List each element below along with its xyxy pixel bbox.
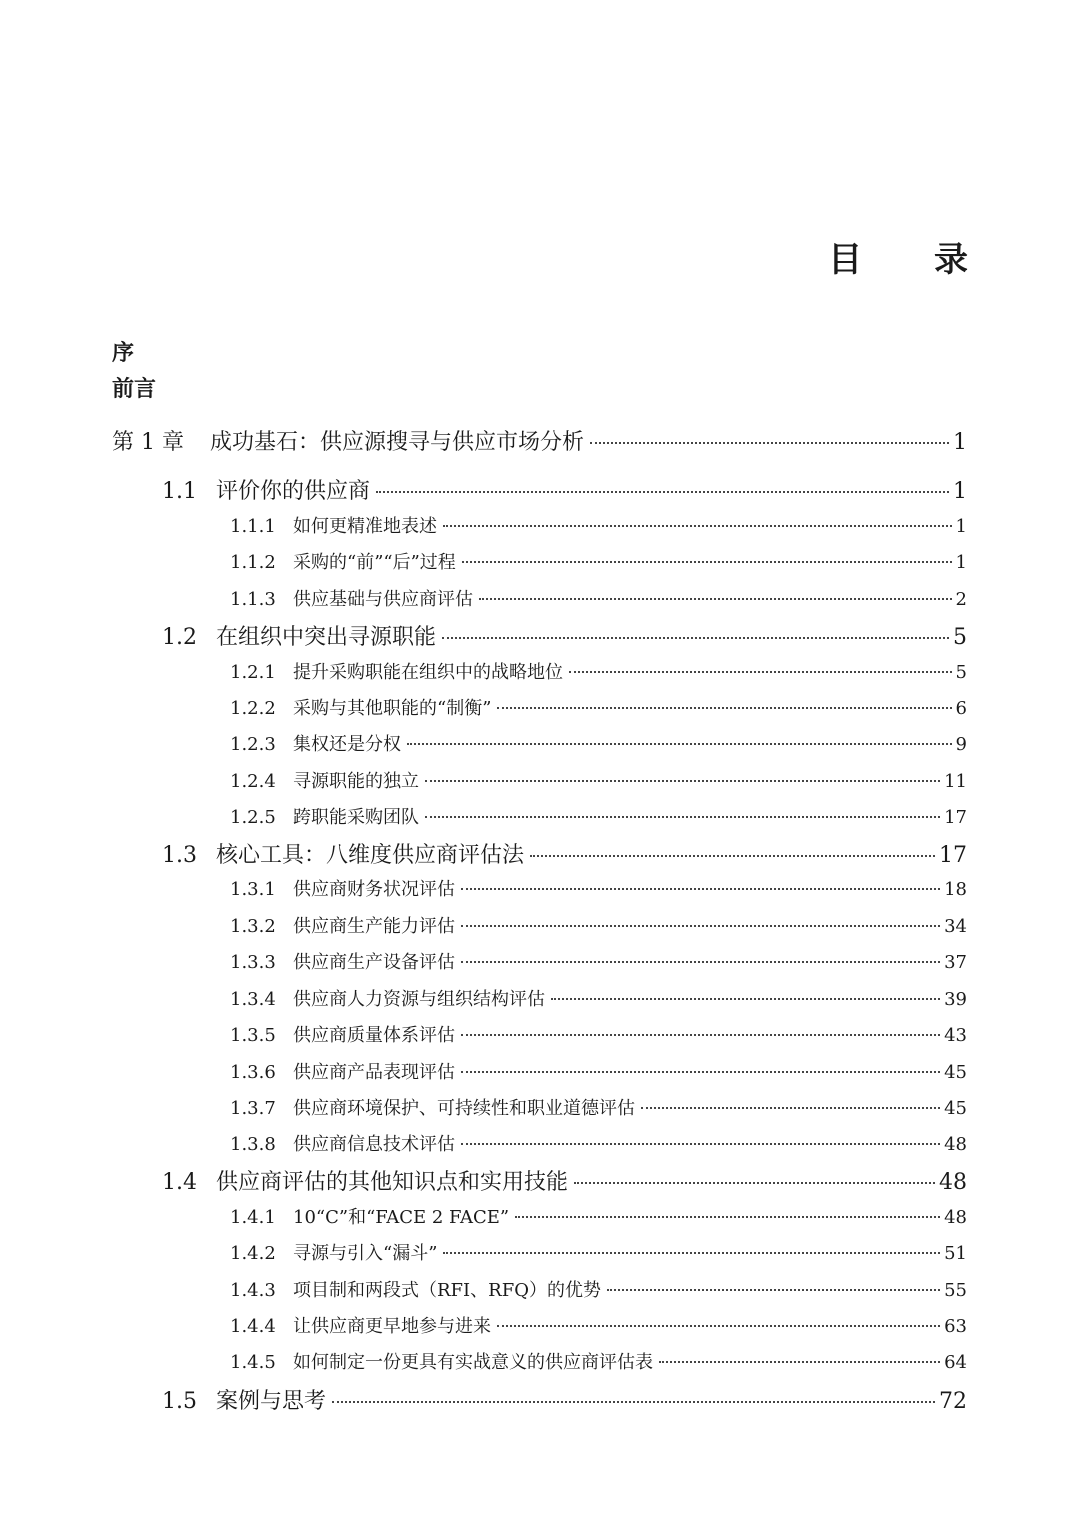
- dot-leader: [590, 442, 949, 444]
- toc-entry-page: 17: [944, 807, 967, 828]
- toc-entry-page: 45: [944, 1098, 967, 1119]
- toc-entry-page: 51: [944, 1243, 967, 1264]
- dot-leader: [332, 1401, 935, 1403]
- dot-leader: [462, 561, 952, 563]
- toc-entry-title: 如何更精准地表述: [293, 516, 437, 537]
- toc-entry-page: 63: [944, 1316, 967, 1337]
- toc-entry-page: 45: [944, 1062, 967, 1083]
- toc-entry-number: 1.3.6: [230, 1062, 276, 1083]
- toc-entry-title: 寻源职能的独立: [293, 771, 419, 792]
- toc-entry-page: 1: [953, 479, 967, 504]
- dot-leader: [530, 855, 935, 857]
- toc-entry-sub: [230, 912, 967, 938]
- toc-entry-page: 55: [944, 1280, 967, 1301]
- toc-entry-page: 72: [939, 1389, 967, 1414]
- toc-entry-number: 1.2.2: [230, 698, 276, 719]
- toc-entry-page: 17: [939, 843, 967, 868]
- toc-entry-page: 37: [944, 952, 967, 973]
- dot-leader: [461, 1071, 940, 1073]
- dot-leader: [569, 671, 952, 673]
- toc-entry-page: 5: [953, 625, 967, 650]
- toc-entry-number: 1.1: [162, 479, 197, 504]
- toc-entry-sub: [230, 1058, 967, 1084]
- dot-leader: [461, 1143, 940, 1145]
- toc-entry-title: 供应商生产能力评估: [293, 916, 455, 937]
- dot-leader: [607, 1289, 940, 1291]
- toc-entry-number: 1.2.1: [230, 662, 276, 683]
- dot-leader: [551, 998, 940, 1000]
- dot-leader: [461, 1034, 940, 1036]
- toc-entry-title: 采购与其他职能的“制衡”: [293, 698, 492, 719]
- toc-entry-title: 供应商质量体系评估: [293, 1025, 455, 1046]
- toc-entry-title: 项目制和两段式（RFI、RFQ）的优势: [293, 1280, 601, 1301]
- toc-entry-title: 如何制定一份更具有实战意义的供应商评估表: [293, 1352, 653, 1373]
- toc-entry-title: 寻源与引入“漏斗”: [293, 1243, 438, 1264]
- toc-entry-number: 1.4.3: [230, 1280, 276, 1301]
- toc-entry-sub: [230, 767, 967, 793]
- toc-entry-title: 供应商环境保护、可持续性和职业道德评估: [293, 1098, 635, 1119]
- toc-entry-page: 18: [944, 879, 967, 900]
- toc-entry-number: 1.3.7: [230, 1098, 276, 1119]
- toc-entry-sub: [230, 1203, 967, 1229]
- toc-entry-page: 2: [955, 589, 967, 610]
- toc-entry-number: 1.2.4: [230, 771, 276, 792]
- toc-entry-section: [162, 1384, 967, 1415]
- toc-entry-number: 1.3.4: [230, 989, 276, 1010]
- toc-entry-section: [162, 838, 967, 869]
- toc-entry-title: 供应商财务状况评估: [293, 879, 455, 900]
- toc-entry-title: 核心工具：八维度供应商评估法: [216, 843, 525, 868]
- toc-entry-number: 1.2: [162, 625, 197, 650]
- front-matter-foreword: 前言: [112, 377, 157, 402]
- toc-entry-number: 1.3.3: [230, 952, 276, 973]
- dot-leader: [461, 888, 940, 890]
- toc-entry-title: 在组织中突出寻源职能: [216, 625, 437, 650]
- toc-entry-sub: [230, 694, 967, 720]
- dot-leader: [659, 1361, 940, 1363]
- toc-entry-title: 采购的“前”“后”过程: [293, 552, 456, 573]
- front-matter-preface: 序: [112, 341, 135, 366]
- toc-entry-title: 供应基础与供应商评估: [293, 589, 473, 610]
- toc-entry-sub: [230, 803, 967, 829]
- toc-entry-page: 34: [944, 916, 967, 937]
- toc-entry-page: 39: [944, 989, 967, 1010]
- dot-leader: [497, 707, 951, 709]
- dot-leader: [479, 598, 952, 600]
- dot-leader: [461, 925, 940, 927]
- toc-entry-title: 评价你的供应商: [216, 479, 371, 504]
- toc-entry-number: 1.1.2: [230, 552, 276, 573]
- dot-leader: [443, 525, 952, 527]
- toc-entry-page: 48: [944, 1207, 967, 1228]
- toc-entry-number: 1.3.8: [230, 1134, 276, 1155]
- toc-entry-title: 案例与思考: [216, 1389, 327, 1414]
- toc-entry-title: 让供应商更早地参与进来: [293, 1316, 491, 1337]
- toc-entry-number: 1.3.5: [230, 1025, 276, 1046]
- toc-entry-section: [162, 620, 967, 651]
- toc-entry-chapter: [112, 425, 967, 456]
- toc-entry-sub: [230, 1130, 967, 1156]
- toc-entry-title: 10“C”和“FACE 2 FACE”: [293, 1207, 510, 1228]
- toc-entry-sub: [230, 1312, 967, 1338]
- toc-entry-page: 48: [944, 1134, 967, 1155]
- toc-entry-number: 1.4.5: [230, 1352, 276, 1373]
- toc-entry-section: [162, 1165, 967, 1196]
- dot-leader: [376, 491, 949, 493]
- dot-leader: [442, 637, 949, 639]
- toc-entry-number: 第 1 章: [112, 430, 184, 455]
- toc-entry-sub: [230, 1094, 967, 1120]
- toc-entry-sub: [230, 1276, 967, 1302]
- toc-entry-sub: [230, 948, 967, 974]
- toc-entry-page: 48: [939, 1170, 967, 1195]
- toc-entry-number: 1.4.1: [230, 1207, 276, 1228]
- toc-entry-title: 供应商评估的其他知识点和实用技能: [216, 1170, 569, 1195]
- toc-entry-number: 1.3: [162, 843, 197, 868]
- dot-leader: [515, 1216, 940, 1218]
- toc-entry-title: 供应商人力资源与组织结构评估: [293, 989, 545, 1010]
- toc-entry-title: 跨职能采购团队: [293, 807, 419, 828]
- toc-entry-page: 5: [955, 662, 967, 683]
- toc-entry-section: [162, 474, 967, 505]
- toc-entry-sub: [230, 1021, 967, 1047]
- dot-leader: [497, 1325, 940, 1327]
- dot-leader: [641, 1107, 940, 1109]
- toc-entry-page: 1: [953, 430, 967, 455]
- toc-entry-page: 6: [955, 698, 967, 719]
- toc-entry-page: 9: [955, 734, 967, 755]
- toc-entry-title: 供应商生产设备评估: [293, 952, 455, 973]
- dot-leader: [425, 816, 940, 818]
- dot-leader: [461, 961, 940, 963]
- toc-entry-sub: [230, 512, 967, 538]
- toc-entry-sub: [230, 1348, 967, 1374]
- toc-entry-number: 1.5: [162, 1389, 197, 1414]
- toc-entry-number: 1.2.5: [230, 807, 276, 828]
- toc-entry-title: 供应商信息技术评估: [293, 1134, 455, 1155]
- toc-entry-number: 1.4.4: [230, 1316, 276, 1337]
- toc-entry-sub: [230, 585, 967, 611]
- toc-entry-sub: [230, 1239, 967, 1265]
- toc-entry-number: 1.2.3: [230, 734, 276, 755]
- toc-entry-title: 集权还是分权: [293, 734, 401, 755]
- toc-entry-number: 1.3.1: [230, 879, 276, 900]
- toc-entry-page: 1: [955, 552, 967, 573]
- toc-entry-sub: [230, 875, 967, 901]
- toc-entry-page: 43: [944, 1025, 967, 1046]
- toc-entry-page: 1: [955, 516, 967, 537]
- toc-entry-sub: [230, 730, 967, 756]
- toc-entry-sub: [230, 985, 967, 1011]
- toc-entry-title: 提升采购职能在组织中的战略地位: [293, 662, 563, 683]
- dot-leader: [574, 1182, 935, 1184]
- dot-leader: [443, 1252, 940, 1254]
- toc-entry-sub: [230, 658, 967, 684]
- toc-entry-number: 1.4: [162, 1170, 197, 1195]
- toc-entry-title: 成功基石：供应源搜寻与供应市场分析: [210, 430, 585, 455]
- dot-leader: [407, 743, 952, 745]
- dot-leader: [425, 780, 940, 782]
- toc-entry-title: 供应商产品表现评估: [293, 1062, 455, 1083]
- toc-entry-sub: [230, 548, 967, 574]
- toc-entry-number: 1.4.2: [230, 1243, 276, 1264]
- toc-entry-number: 1.1.1: [230, 516, 276, 537]
- toc-entry-number: 1.3.2: [230, 916, 276, 937]
- toc-entry-number: 1.1.3: [230, 589, 276, 610]
- toc-entry-page: 11: [944, 771, 967, 792]
- page-title: 目 录: [828, 240, 998, 280]
- toc-entry-page: 64: [944, 1352, 967, 1373]
